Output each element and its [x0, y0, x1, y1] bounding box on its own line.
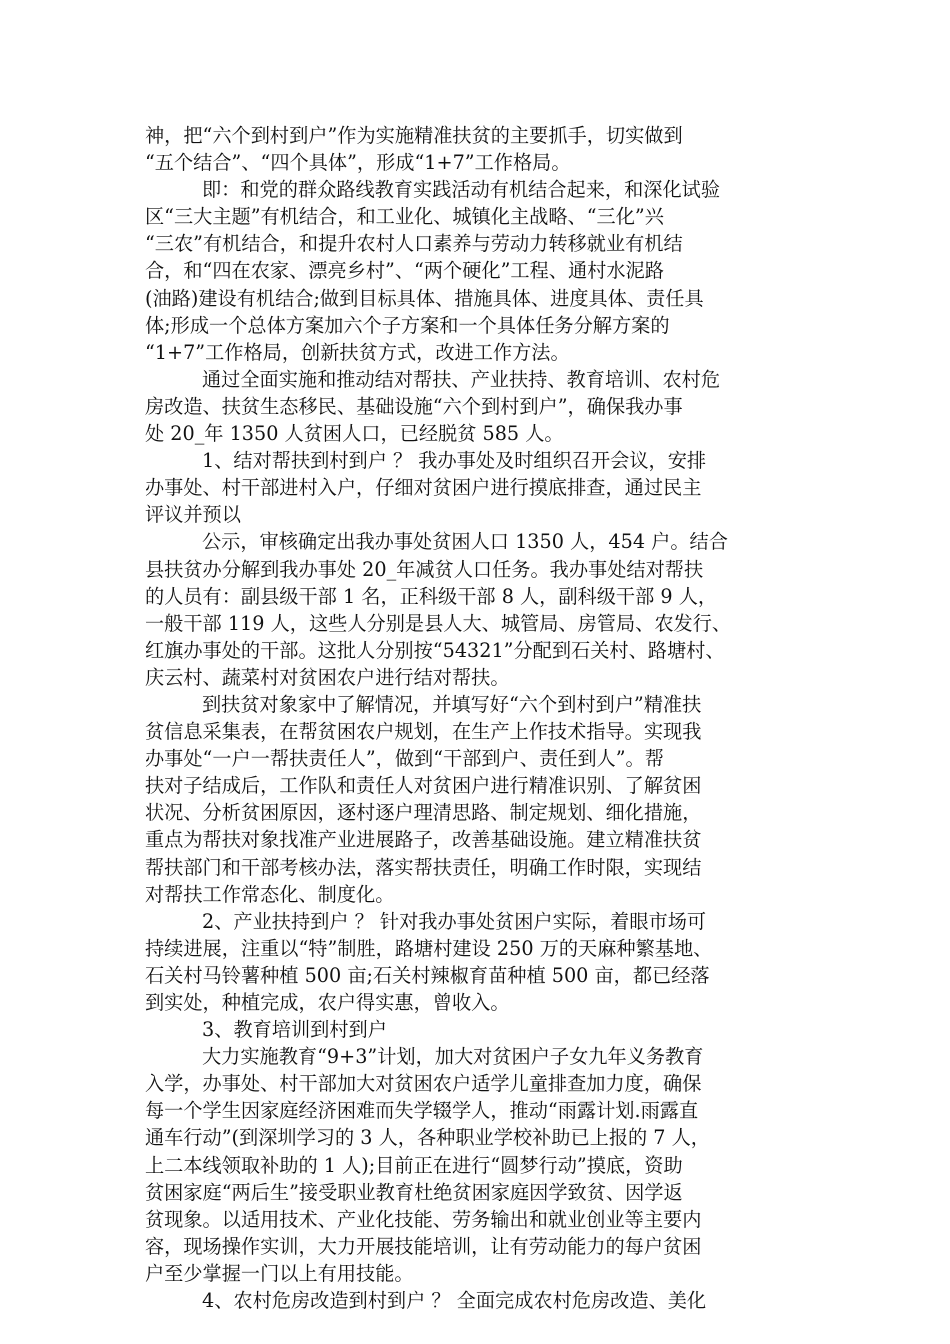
text-line: 即：和党的群众路线教育实践活动有机结合起来，和深化试验 — [202, 178, 721, 202]
text-line: 上二本线领取补助的 1 人);目前正在进行“圆梦行动”摸底，资助 — [145, 1153, 683, 1177]
text-line: 通车行动”(到深圳学习的 3 人，各种职业学校补助已上报的 7 人， — [145, 1126, 710, 1150]
text-line: 帮扶部门和干部考核办法，落实帮扶责任，明确工作时限，实现结 — [145, 855, 702, 879]
text-line: 通过全面实施和推动结对帮扶、产业扶持、教育培训、农村危 — [202, 367, 721, 391]
text-line: 贫现象。以适用技术、产业化技能、劳务输出和就业创业等主要内 — [145, 1207, 702, 1231]
text-line: 持续进展，注重以“特”制胜，路塘村建设 250 万的天麻种繁基地、 — [145, 936, 713, 960]
text-line: 石关村马铃薯种植 500 亩;石关村辣椒育苗种植 500 亩，都已经落 — [145, 963, 710, 987]
text-line: 扶对子结成后，工作队和责任人对贫困户进行精准识别、了解贫困 — [145, 774, 702, 798]
text-line: 到扶贫对象家中了解情况，并填写好“六个到村到户”精准扶 — [202, 692, 702, 716]
text-line: 户至少掌握一门以上有用技能。 — [145, 1261, 414, 1285]
text-line: 3、教育培训到村到户 — [202, 1018, 387, 1042]
text-line: “五个结合”、“四个具体”，形成“1+7”工作格局。 — [145, 151, 571, 175]
text-line: 到实处，种植完成，农户得实惠，曾收入。 — [145, 991, 510, 1014]
text-line: 红旗办事处的干部。这批人分别按“54321”分配到石关村、路塘村、 — [145, 638, 725, 662]
text-line: 入学，办事处、村干部加大对贫困农户适学儿童排查加力度，确保 — [145, 1072, 702, 1096]
text-line: 公示，审核确定出我办事处贫困人口 1350 人，454 户。结合 — [202, 530, 728, 554]
text-line: 状况、分析贫困原因，逐村逐户理清思路、制定规划、细化措施， — [145, 801, 702, 825]
text-line: 办事处“一户一帮扶责任人”，做到“干部到户、责任到人”。帮 — [145, 747, 664, 771]
text-line: 庆云村、蔬菜村对贫困农户进行结对帮扶。 — [145, 665, 510, 689]
text-line: 神，把“六个到村到户”作为实施精准扶贫的主要抓手，切实做到 — [145, 124, 683, 147]
text-line: 体;形成一个总体方案加六个子方案和一个具体任务分解方案的 — [145, 313, 670, 337]
text-line: 评议并预以 — [145, 503, 241, 527]
text-line: 2、产业扶持到户 ？ 针对我办事处贫困户实际，着眼市场可 — [202, 909, 707, 933]
text-line: 区“三大主题”有机结合，和工业化、城镇化主战略、“三化”兴 — [145, 205, 664, 229]
text-line: 县扶贫办分解到我办事处 20_年减贫人口任务。我办事处结对帮扶 — [145, 557, 704, 581]
text-line: “1+7”工作格局，创新扶贫方式，改进工作方法。 — [145, 340, 570, 364]
text-line: (油路)建设有机结合;做到目标具体、措施具体、进度具体、责任具 — [145, 286, 704, 310]
text-line: 办事处、村干部进村入户，仔细对贫困户进行摸底排查，通过民主 — [145, 476, 702, 500]
text-line: 大力实施教育“9+3”计划，加大对贫困户子女九年义务教育 — [202, 1045, 704, 1069]
document-body — [145, 122, 810, 1314]
text-line: 合，和“四在农家、漂亮乡村”、“两个硬化”工程、通村水泥路 — [145, 259, 664, 283]
text-line: 贫信息采集表，在帮贫困农户规划，在生产上作技术指导。实现我 — [145, 720, 702, 744]
text-line: 容，现场操作实训，大力开展技能培训，让有劳动能力的每户贫困 — [145, 1234, 702, 1258]
text-line: 房改造、扶贫生态移民、基础设施“六个到村到户”，确保我办事 — [145, 394, 683, 418]
text-line: 每一个学生因家庭经济困难而失学辍学人，推动“雨露计划.雨露直 — [145, 1099, 699, 1123]
text-line: 1、结对帮扶到村到户 ？ 我办事处及时组织召开会议，安排 — [202, 449, 707, 473]
text-line: “三农”有机结合，和提升农村人口素养与劳动力转移就业有机结 — [145, 232, 683, 256]
text-line: 一般干部 119 人，这些人分别是县人大、城管局、房管局、农发行、 — [145, 611, 732, 635]
text-line: 贫困家庭“两后生”接受职业教育杜绝贫困家庭因学致贫、因学返 — [145, 1180, 683, 1204]
text-line: 处 20_年 1350 人贫困人口，已经脱贫 585 人。 — [145, 422, 564, 446]
text-line: 的人员有：副县级干部 1 名，正科级干部 8 人，副科级干部 9 人， — [145, 584, 718, 608]
text-line: 对帮扶工作常态化、制度化。 — [145, 882, 395, 906]
text-line: 重点为帮扶对象找准产业进展路子，改善基础设施。建立精准扶贫 — [145, 828, 702, 852]
text-line: 4、农村危房改造到村到户 ？ 全面完成农村危房改造、美化 — [202, 1289, 707, 1313]
